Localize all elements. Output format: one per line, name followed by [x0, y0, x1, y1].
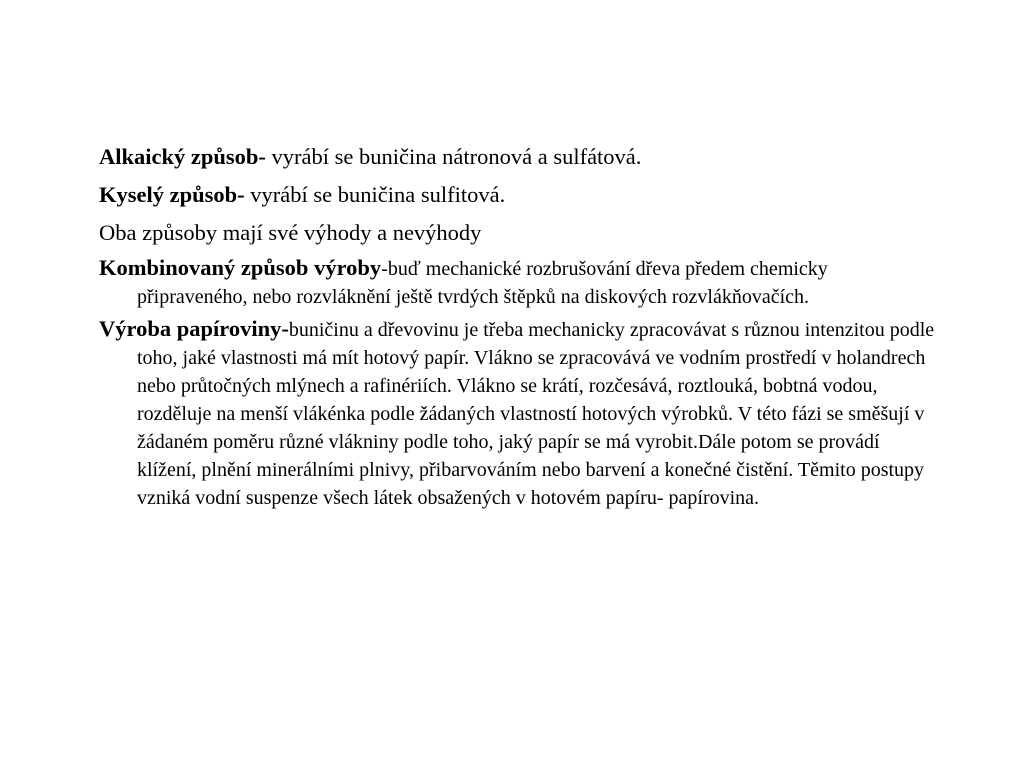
paragraph-text: Oba způsoby mají své výhody a nevýhody: [99, 220, 482, 245]
paragraph-heading: Kombinovaný způsob výroby: [99, 255, 382, 280]
paragraph-text: buničinu a dřevovinu je třeba mechanicky zpracovávat s různou intenzitou podle toho, jaké vlastnosti má mít hotový papír. Vlákno se zpracovává ve vodním prostředí v holandrech nebo průtočných mlýnech a rafinériích. Vlákno se krátí, rozčesává, roztlouká, bobtná vodou, rozděluje na menší vlákénka podle žádaných vlastností hotových výrobků. V této fázi se směšují v žádaném poměru různé vlákniny podle toho, jaký papír se má vyrobit.Dále potom se provádí klížení, plnění minerálními plnivy, přibarvováním nebo barvení a konečné čistění. Těmito postupy vzniká vodní suspenze všech látek obsažených v hotovém papíru- papírovina.: [137, 319, 935, 509]
paragraph-alkaline-method: [99, 140, 939, 174]
paragraph-heading: Výroba papíroviny-: [99, 316, 289, 341]
paragraph-text: vyrábí se buničina nátronová a sulfátová.: [265, 144, 642, 169]
paragraph-combined-method: [99, 254, 939, 311]
slide-text-body: [99, 140, 939, 516]
paragraph-both-methods: [99, 216, 939, 250]
paragraph-text: -buď mechanické rozbrušování dřeva předem chemicky připraveného, nebo rozvláknění ještě tvrdých štěpků na diskových rozvlákňovačích.: [137, 258, 828, 308]
paragraph-heading: Kyselý způsob-: [99, 182, 245, 207]
paragraph-pulp-production: [99, 315, 939, 512]
paragraph-heading: Alkaický způsob-: [99, 144, 266, 169]
paragraph-text: vyrábí se buničina sulfitová.: [244, 182, 506, 207]
paragraph-acid-method: [99, 178, 939, 212]
